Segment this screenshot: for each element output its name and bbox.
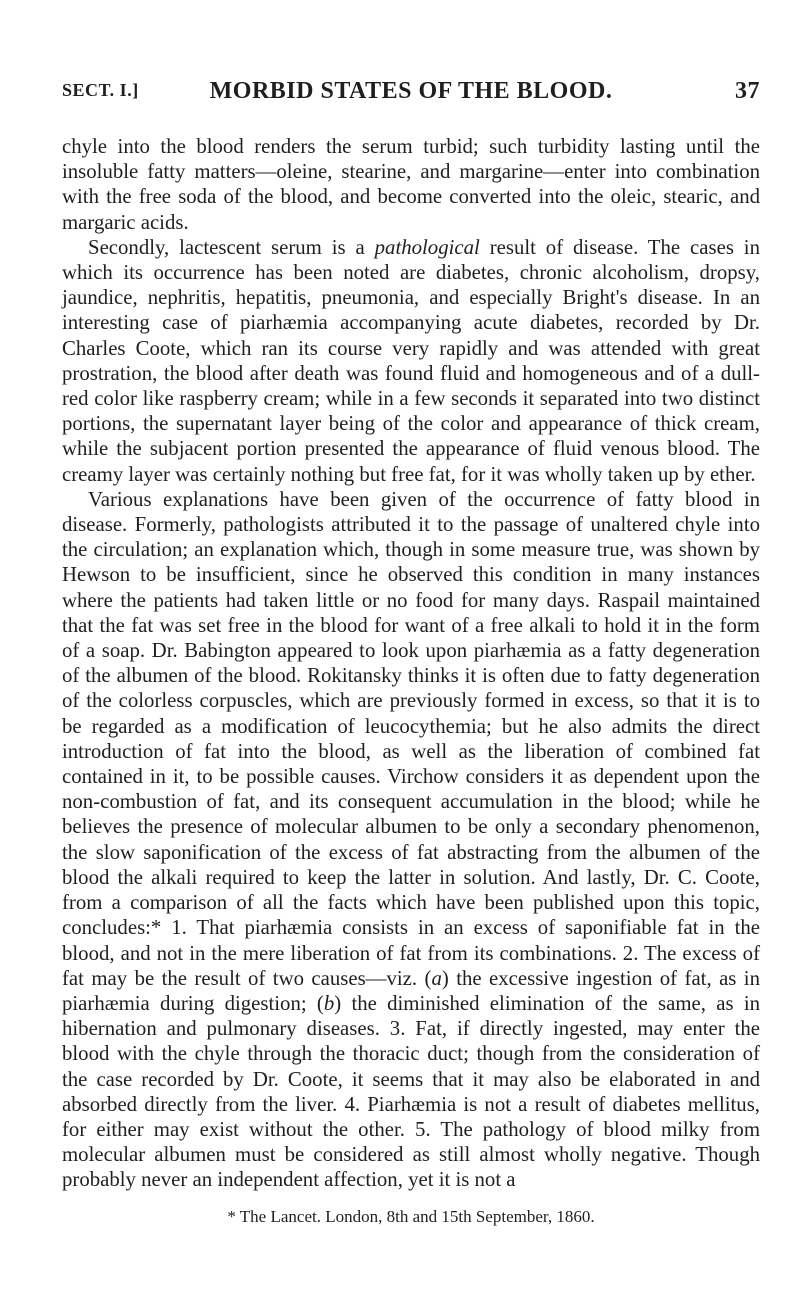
paragraph-2-emphasis: pathological (374, 235, 480, 259)
running-header (62, 78, 760, 112)
paragraph-1: chyle into the blood renders the serum turbid; such turbidity lasting until the insoluble fatty matters—oleine, stearine, and margarine—enter into combination with the free soda of the blood, and become converted into the oleic, stearic, and margaric acids. (62, 135, 760, 234)
body-text (62, 134, 760, 1193)
book-page (62, 78, 760, 1227)
paragraph-3-text-a: Various explanations have been given of the occurrence of fatty blood in disease. Formerly, pathologists attributed it to the passage of unaltered chyle into the circulation; an explanation which, though in some measure true, was shown by Hewson to be insufficient, since he observed this condition in many instances where the patients had taken little or no food for many days. Raspail maintained that the fat was set free in the blood for want of a free alkali to hold it in the form of a soap. Dr. Babington appeared to look upon piarhæmia as a fatty degeneration of the albumen of the blood. Rokitansky thinks it is often due to fatty degeneration of the colorless corpuscles, which are previously formed in excess, so that it is to be regarded as a modification of leucocythemia; but he also admits the direct introduction of fat into the blood, as well as the liberation of combined fat contained in it, to be possible causes. Virchow considers it as dependent upon the non-combustion of fat, and its consequent accumulation in the blood; while he believes the presence of molecular albumen to be only a secondary phenomenon, the slow saponification of the excess of fat abstracting from the albumen of the blood the alkali required to keep the latter in solution. And lastly, Dr. C. Coote, from a comparison of all the facts which have been published upon this topic, concludes:* 1. That piarhæmia consists in an excess of saponifiable fat in the blood, and not in the mere liberation of fat from its combinations. 2. The excess of fat may be the result of two causes—viz. (62, 487, 760, 990)
paragraph-2 (62, 235, 760, 487)
paragraph-3 (62, 487, 760, 1193)
paragraph-2-text-a: Secondly, lactescent serum is a (88, 235, 375, 259)
paragraph-3-text-b: the excessive ingestion of fat, as in piarhæmia during digestion; (62, 966, 760, 1015)
paragraph-3-text-c: the diminished elimination of the same, as in hibernation and pulmonary diseases. 3. Fat, if directly ingested, may enter the blood with the chyle through the thoracic duct; though from the consideration of the case recorded by Dr. Coote, it seems that it may also be elaborated in and absorbed directly from the liver. 4. Piarhæmia is not a result of diabetes mellitus, for either may exist without the other. 5. The pathology of blood milky from molecular albumen must be considered as still almost wholly negative. Though probably never an independent affection, yet it is not a (62, 991, 760, 1192)
page-number: 37 (735, 78, 760, 104)
section-marker: SECT. I.] (62, 80, 139, 100)
footnote: * The Lancet. London, 8th and 15th September, 1860. (227, 1206, 595, 1226)
paragraph-2-text-b: result of disease. The cases in which its occurrence has been noted are diabetes, chronic alcoholism, dropsy, jaundice, nephritis, hepatitis, pneumonia, and especially Bright's disease. In an interesting case of piarhæmia accompanying acute diabetes, recorded by Dr. Charles Coote, which ran its course very rapidly and was attended with great prostration, the blood after death was found fluid and homogeneous and of a dull-red color like raspberry cream; while in a few seconds it separated into two distinct portions, the supernatant layer being of the color and appearance of thick cream, while the subjacent portion presented the appearance of fluid venous blood. The creamy layer was certainly nothing but free fat, for it was wholly taken up by ether. (62, 235, 760, 486)
label-b: (b) (316, 991, 342, 1015)
label-a: (a) (424, 966, 449, 990)
running-title: MORBID STATES OF THE BLOOD. (209, 78, 613, 104)
